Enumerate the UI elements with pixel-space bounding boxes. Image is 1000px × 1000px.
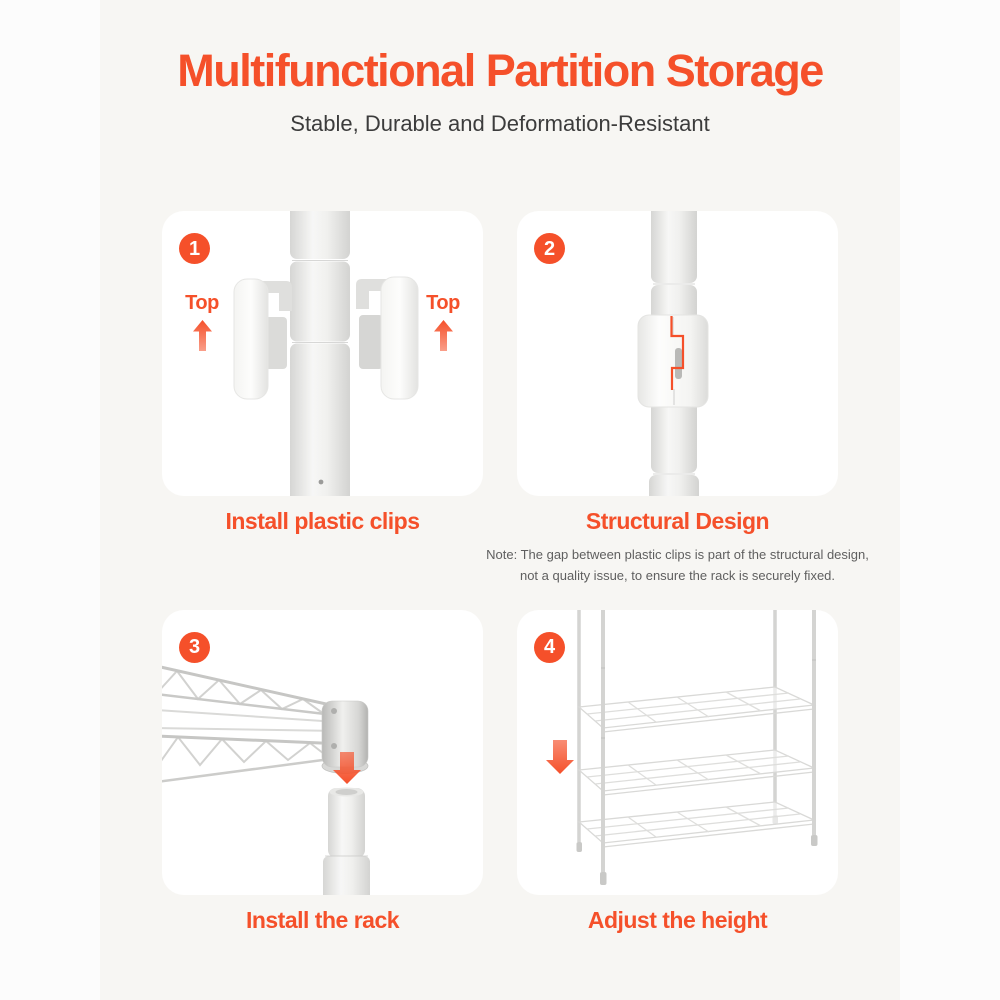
plastic-clip-right <box>356 277 418 399</box>
page-title: Multifunctional Partition Storage <box>177 45 823 96</box>
lower-pole <box>323 787 370 895</box>
step-4-badge <box>534 632 565 663</box>
step-2-caption: Structural Design <box>585 508 770 535</box>
rack-height-illustration <box>517 610 838 895</box>
step-4-number: 4 <box>543 636 556 659</box>
step-4-card <box>517 610 838 895</box>
shelf-bottom <box>579 802 814 847</box>
up-arrow-icon <box>434 320 453 351</box>
step-3-card <box>162 610 483 895</box>
shelf-middle <box>579 750 814 795</box>
step-1-card <box>162 211 483 496</box>
pole-and-clips-illustration <box>162 211 483 496</box>
structural-note <box>438 544 918 586</box>
wire-shelf <box>162 666 344 782</box>
pole <box>290 211 350 496</box>
structural-design-illustration <box>517 211 838 496</box>
top-cue-left <box>178 293 226 351</box>
top-label-left: Top <box>185 292 219 315</box>
note-line-1: Note: The gap between plastic clips is part of the structural design, <box>486 546 869 562</box>
step-1-section <box>162 211 483 586</box>
step-1-number: 1 <box>188 237 201 260</box>
step-3-section <box>162 610 483 935</box>
shelf-top <box>579 687 814 732</box>
down-arrow-icon <box>546 740 574 774</box>
top-label-right: Top <box>426 292 460 315</box>
step-2-badge <box>534 233 565 264</box>
note-line-2: not a quality issue, to ensure the rack is securely fixed. <box>519 567 836 583</box>
infographic-page <box>100 0 900 1000</box>
step-1-caption: Install plastic clips <box>225 508 420 535</box>
step-3-badge <box>179 632 210 663</box>
rack-shelves <box>579 687 814 847</box>
step-3-number: 3 <box>188 636 201 659</box>
top-cue-right <box>419 293 467 351</box>
step-3-caption: Install the rack <box>245 906 400 933</box>
step-2-card <box>517 211 838 496</box>
step-2-section <box>486 211 869 586</box>
step-4-section <box>517 610 838 935</box>
page-subtitle: Stable, Durable and Deformation-Resistant <box>290 110 710 136</box>
header <box>100 0 900 137</box>
step-4-caption: Adjust the height <box>587 906 768 933</box>
shelf-install-illustration <box>162 610 483 895</box>
up-arrow-icon <box>193 320 212 351</box>
steps-grid <box>100 211 900 934</box>
clip-sleeve <box>638 315 708 407</box>
step-1-badge <box>179 233 210 264</box>
plastic-clip-left <box>234 279 292 399</box>
step-2-number: 2 <box>543 237 556 260</box>
